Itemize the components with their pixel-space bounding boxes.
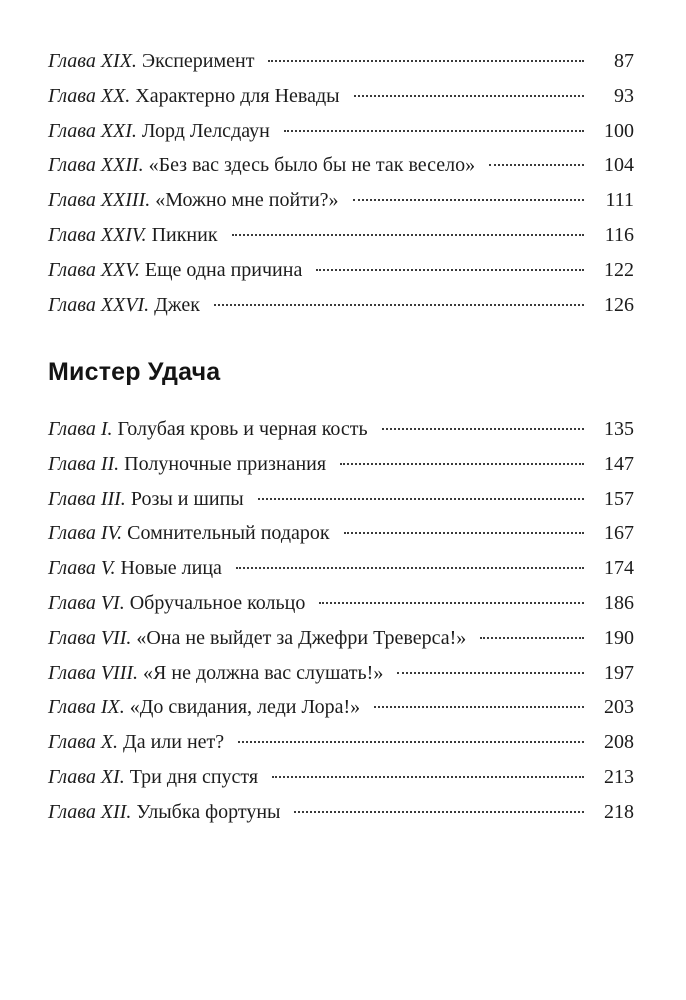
toc-entry [48, 690, 634, 725]
chapter-number: Глава XII. [48, 800, 132, 823]
toc-entry [48, 760, 634, 795]
toc-entry [48, 447, 634, 482]
toc-entry [48, 253, 634, 288]
chapter-title: Новые лица [120, 557, 222, 580]
chapter-title: Эксперимент [141, 50, 255, 72]
chapter-title: «Без вас здесь было бы не так весело» [148, 154, 476, 177]
chapter-title: Сомнительный подарок [127, 522, 330, 545]
chapter-title: «Она не выйдет за Джефри Треверса!» [136, 626, 467, 649]
dot-leader [397, 672, 584, 674]
page-number: 122 [604, 258, 634, 281]
chapter-number: Глава XXI. [48, 119, 137, 142]
page-number: 174 [604, 557, 634, 580]
page-number: 93 [614, 84, 634, 107]
chapter-number: Глава XXII. [48, 154, 144, 177]
toc-entry [48, 586, 634, 621]
page-number: 208 [604, 731, 634, 754]
toc-list-part1 [48, 44, 634, 322]
chapter-number: Глава XI. [48, 765, 125, 788]
toc-entry [48, 551, 634, 586]
section-heading: Мистер Удача [48, 358, 221, 386]
chapter-number: Глава III. [48, 487, 126, 510]
dot-leader [258, 498, 584, 500]
toc-entry [48, 114, 634, 149]
page-number: 218 [604, 800, 634, 823]
dot-leader [489, 164, 584, 166]
dot-leader [340, 463, 584, 465]
toc-entry [48, 656, 634, 691]
chapter-title: «До свидания, леди Лора!» [129, 696, 361, 719]
dot-leader [284, 130, 584, 132]
chapter-number: Глава VI. [48, 591, 125, 614]
chapter-title: Да или нет? [123, 731, 225, 754]
dot-leader [344, 532, 584, 534]
chapter-title: Характерно для Невады [135, 84, 340, 107]
dot-leader [268, 60, 584, 62]
chapter-number: Глава I. [48, 418, 113, 440]
page-number: 126 [604, 293, 634, 316]
page-number: 186 [604, 591, 634, 614]
page-number: 157 [604, 487, 634, 510]
chapter-number: Глава XXVI. [48, 293, 150, 316]
chapter-title: Полуночные признания [124, 452, 327, 475]
page-number: 197 [604, 661, 634, 684]
page-number: 190 [604, 626, 634, 649]
toc-entry [48, 288, 634, 323]
page-number: 213 [604, 765, 634, 788]
chapter-number: Глава XX. [48, 84, 131, 107]
chapter-number: Глава XIX. [48, 50, 137, 72]
dot-leader [236, 567, 584, 569]
chapter-number: Глава XXV. [48, 258, 140, 281]
toc-entry [48, 79, 634, 114]
page-number: 111 [605, 189, 634, 212]
toc-list-part2 [48, 412, 634, 830]
chapter-title: Лорд Лелсдаун [141, 119, 270, 142]
toc-entry [48, 795, 634, 830]
chapter-title: Джек [154, 293, 200, 316]
dot-leader [238, 741, 584, 743]
page-number: 203 [604, 696, 634, 719]
page-number: 147 [604, 452, 634, 475]
chapter-number: Глава II. [48, 452, 120, 475]
chapter-title: Обручальное кольцо [129, 591, 306, 614]
chapter-number: Глава VII. [48, 626, 132, 649]
chapter-number: Глава V. [48, 557, 116, 580]
chapter-title: Пикник [151, 223, 218, 246]
chapter-title: Три дня спустя [129, 765, 259, 788]
toc-entry [48, 44, 634, 79]
dot-leader [294, 811, 584, 813]
dot-leader [480, 637, 584, 639]
chapter-number: Глава X. [48, 731, 119, 754]
toc-entry [48, 482, 634, 517]
dot-leader [232, 234, 584, 236]
toc-entry [48, 621, 634, 656]
chapter-title: «Можно мне пойти?» [155, 189, 339, 212]
page-number: 87 [614, 50, 634, 72]
dot-leader [214, 304, 584, 306]
dot-leader [374, 706, 584, 708]
chapter-number: Глава XXIV. [48, 223, 147, 246]
page-number: 167 [604, 522, 634, 545]
chapter-title: «Я не должна вас слушать!» [143, 661, 384, 684]
chapter-number: Глава XXIII. [48, 189, 151, 212]
chapter-title: Улыбка фортуны [136, 800, 281, 823]
toc-entry [48, 725, 634, 760]
page-number: 135 [604, 418, 634, 440]
toc-entry [48, 516, 634, 551]
toc-entry [48, 218, 634, 253]
dot-leader [354, 95, 584, 97]
chapter-title: Еще одна причина [144, 258, 303, 281]
chapter-title: Голубая кровь и черная кость [117, 418, 368, 440]
page-number: 100 [604, 119, 634, 142]
chapter-number: Глава IV. [48, 522, 123, 545]
toc-entry [48, 148, 634, 183]
chapter-number: Глава IX. [48, 696, 125, 719]
dot-leader [316, 269, 584, 271]
chapter-number: Глава VIII. [48, 661, 139, 684]
page-number: 116 [604, 223, 634, 246]
page-number: 104 [604, 154, 634, 177]
toc-entry [48, 412, 634, 447]
toc-entry [48, 183, 634, 218]
dot-leader [319, 602, 584, 604]
chapter-title: Розы и шипы [130, 487, 244, 510]
dot-leader [353, 199, 584, 201]
dot-leader [382, 428, 584, 430]
dot-leader [272, 776, 584, 778]
